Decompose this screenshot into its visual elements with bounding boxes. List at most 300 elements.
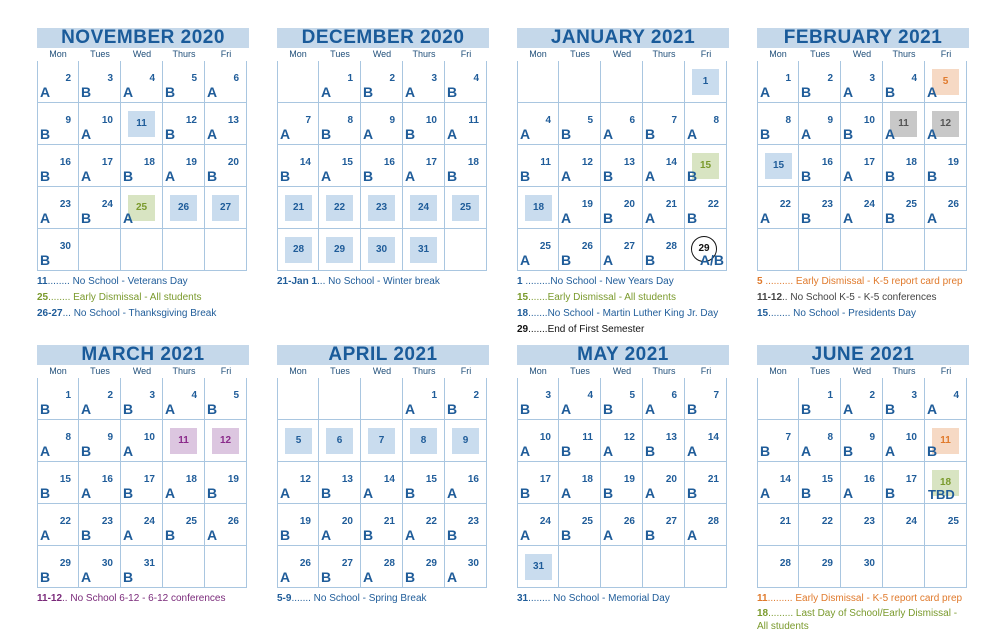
day-number: 1 xyxy=(65,390,71,401)
day-number: 30 xyxy=(863,558,875,569)
ab-day-marker: A xyxy=(40,210,51,226)
ab-day-marker: A xyxy=(561,485,572,501)
weekday-label: Tues xyxy=(810,366,830,376)
day-number: 17 xyxy=(143,474,155,485)
month-calendar xyxy=(277,28,489,290)
note-date: 11-12 xyxy=(37,593,63,604)
day-cell xyxy=(319,420,361,462)
day-cell xyxy=(163,187,205,229)
day-number: 25 xyxy=(452,195,479,221)
ab-day-marker: A xyxy=(760,84,771,100)
day-number: 11 xyxy=(540,157,551,168)
ab-day-marker: A/B xyxy=(699,252,724,268)
day-cell xyxy=(403,420,445,462)
ab-day-marker: B xyxy=(843,126,854,142)
week-row xyxy=(517,462,729,504)
day-number: 23 xyxy=(863,516,875,527)
day-cell xyxy=(121,145,163,187)
ab-day-marker: A xyxy=(603,527,614,543)
day-cell xyxy=(517,187,559,229)
day-number: 4 xyxy=(587,390,593,401)
day-number: 25 xyxy=(947,516,959,527)
weekday-label: Mon xyxy=(769,49,787,59)
day-number: 6 xyxy=(233,73,239,84)
day-cell xyxy=(205,378,247,420)
note-line xyxy=(37,306,249,322)
week-row xyxy=(757,546,969,588)
ab-day-marker: A xyxy=(603,252,614,268)
week-row xyxy=(517,103,729,145)
day-number: 9 xyxy=(107,432,113,443)
day-number: 17 xyxy=(101,157,113,168)
ab-day-marker: B xyxy=(687,485,698,501)
ab-day-marker: B xyxy=(927,168,938,184)
day-number: 13 xyxy=(341,474,353,485)
week-row xyxy=(277,546,489,588)
ab-day-marker: B xyxy=(123,485,134,501)
ab-day-marker: A xyxy=(520,252,531,268)
month-grid xyxy=(37,61,249,271)
day-cell xyxy=(277,462,319,504)
ab-day-marker: A xyxy=(81,569,92,585)
ab-day-marker: A xyxy=(687,443,698,459)
ab-day-marker: B xyxy=(520,485,531,501)
ab-day-marker: A xyxy=(165,168,176,184)
tbd-marker: TBD xyxy=(928,487,955,502)
empty-day-cell xyxy=(277,378,319,420)
day-number: 16 xyxy=(863,474,875,485)
day-cell xyxy=(841,378,883,420)
day-number: 29 xyxy=(59,558,71,569)
day-number: 29 xyxy=(821,558,833,569)
day-number: 23 xyxy=(101,516,113,527)
day-number: 6 xyxy=(671,390,677,401)
ab-day-marker: A xyxy=(760,485,771,501)
day-cell xyxy=(559,103,601,145)
day-cell xyxy=(643,420,685,462)
day-number: 25 xyxy=(539,241,551,252)
empty-day-cell xyxy=(841,229,883,271)
month-notes xyxy=(37,591,249,607)
day-cell xyxy=(799,420,841,462)
ab-day-marker: A xyxy=(843,210,854,226)
day-number: 11 xyxy=(170,428,197,454)
day-cell xyxy=(445,145,487,187)
weekday-label: Mon xyxy=(289,366,307,376)
day-cell xyxy=(799,145,841,187)
day-number: 21 xyxy=(707,474,719,485)
day-cell xyxy=(799,103,841,145)
week-row xyxy=(517,420,729,462)
day-cell xyxy=(37,229,79,271)
day-cell xyxy=(121,187,163,229)
day-number: 11 xyxy=(890,111,917,137)
day-cell xyxy=(925,187,967,229)
day-number: 5 xyxy=(233,390,239,401)
month-grid xyxy=(757,378,969,588)
day-cell xyxy=(517,546,559,588)
ab-day-marker: B xyxy=(885,84,896,100)
ab-day-marker: B xyxy=(561,252,572,268)
note-date: 5-9 xyxy=(277,593,292,604)
month-calendar xyxy=(277,345,489,607)
day-number: 17 xyxy=(863,157,875,168)
empty-day-cell xyxy=(559,61,601,103)
day-number: 12 xyxy=(623,432,635,443)
month-title: FEBRUARY 2021 xyxy=(757,28,969,48)
day-number: 19 xyxy=(947,157,959,168)
day-number: 26 xyxy=(623,516,635,527)
month-notes xyxy=(517,274,729,338)
day-number: 9 xyxy=(452,428,479,454)
day-cell xyxy=(445,378,487,420)
day-number: 23 xyxy=(59,199,71,210)
day-number: 12 xyxy=(185,115,197,126)
note-date: 29 xyxy=(517,324,529,335)
ab-day-marker: A xyxy=(645,485,656,501)
day-number: 30 xyxy=(101,558,113,569)
month-grid xyxy=(517,378,729,588)
day-cell xyxy=(403,462,445,504)
day-cell xyxy=(79,504,121,546)
day-cell xyxy=(799,546,841,588)
day-number: 11 xyxy=(468,115,479,126)
month-notes xyxy=(277,591,489,607)
day-number: 28 xyxy=(707,516,719,527)
month-title: JANUARY 2021 xyxy=(517,28,729,48)
weekday-header xyxy=(277,365,489,378)
ab-day-marker: A xyxy=(123,443,134,459)
day-number: 16 xyxy=(467,474,479,485)
day-number: 3 xyxy=(911,390,917,401)
ab-day-marker: A xyxy=(520,443,531,459)
ab-day-marker: A xyxy=(687,527,698,543)
ab-day-marker: B xyxy=(927,443,938,459)
ab-day-marker: A xyxy=(280,485,291,501)
day-cell xyxy=(925,378,967,420)
day-number: 21 xyxy=(383,516,395,527)
ab-day-marker: A xyxy=(603,443,614,459)
weekday-label: Mon xyxy=(49,366,67,376)
weekday-header xyxy=(757,48,969,61)
weekday-label: Tues xyxy=(570,366,590,376)
ab-day-marker: B xyxy=(801,485,812,501)
ab-day-marker: A xyxy=(885,443,896,459)
weekday-label: Mon xyxy=(769,366,787,376)
day-number: 31 xyxy=(410,237,437,263)
day-number: 8 xyxy=(410,428,437,454)
ab-day-marker: B xyxy=(885,210,896,226)
note-line xyxy=(37,591,249,607)
ab-day-marker: B xyxy=(40,569,51,585)
day-cell xyxy=(883,462,925,504)
day-number: 18 xyxy=(932,470,959,496)
day-cell xyxy=(37,420,79,462)
day-cell xyxy=(445,420,487,462)
week-row xyxy=(37,504,249,546)
weekday-label: Fri xyxy=(460,49,472,59)
week-row xyxy=(37,229,249,271)
day-number: 4 xyxy=(149,73,155,84)
day-number: 3 xyxy=(431,73,437,84)
ab-day-marker: B xyxy=(801,210,812,226)
day-number: 25 xyxy=(581,516,593,527)
ab-day-marker: A xyxy=(207,527,218,543)
day-cell xyxy=(559,504,601,546)
empty-day-cell xyxy=(757,229,799,271)
day-number: 15 xyxy=(692,153,719,179)
day-number: 25 xyxy=(128,195,155,221)
week-row xyxy=(757,504,969,546)
day-number: 25 xyxy=(905,199,917,210)
ab-day-marker: B xyxy=(165,527,176,543)
day-number: 16 xyxy=(821,157,833,168)
day-cell xyxy=(277,145,319,187)
day-cell xyxy=(685,187,727,229)
day-number: 16 xyxy=(101,474,113,485)
month-grid xyxy=(277,61,489,271)
day-cell xyxy=(319,504,361,546)
day-cell xyxy=(277,504,319,546)
week-row xyxy=(757,61,969,103)
day-cell xyxy=(277,420,319,462)
month-title: MAY 2021 xyxy=(517,345,729,365)
weekday-label: Wed xyxy=(612,366,632,376)
note-date: 11-12 xyxy=(757,292,783,303)
day-cell xyxy=(319,546,361,588)
day-number: 8 xyxy=(827,432,833,443)
weekday-label: Wed xyxy=(852,366,872,376)
day-cell xyxy=(643,103,685,145)
day-number: 13 xyxy=(665,432,677,443)
ab-day-marker: A xyxy=(405,401,416,417)
month-notes xyxy=(517,591,729,607)
day-number: 10 xyxy=(425,115,437,126)
day-cell xyxy=(643,378,685,420)
ab-day-marker: B xyxy=(40,401,51,417)
ab-day-marker: A xyxy=(40,443,51,459)
day-number: 15 xyxy=(821,474,833,485)
week-row xyxy=(757,187,969,229)
day-number: 1 xyxy=(785,73,791,84)
day-number: 11 xyxy=(932,428,959,454)
ab-day-marker: B xyxy=(447,168,458,184)
day-number: 8 xyxy=(65,432,71,443)
month-title: MARCH 2021 xyxy=(37,345,249,365)
weekday-label: Thurs xyxy=(892,49,916,59)
day-number: 20 xyxy=(341,516,353,527)
weekday-label: Thurs xyxy=(412,366,436,376)
empty-day-cell xyxy=(757,378,799,420)
day-cell xyxy=(361,546,403,588)
day-cell xyxy=(685,103,727,145)
day-cell xyxy=(517,462,559,504)
day-number: 23 xyxy=(467,516,479,527)
day-cell xyxy=(403,61,445,103)
ab-day-marker: B xyxy=(603,210,614,226)
note-line xyxy=(517,274,729,290)
note-date: 18 xyxy=(757,608,769,619)
day-cell xyxy=(79,378,121,420)
week-row xyxy=(37,462,249,504)
day-cell xyxy=(121,546,163,588)
empty-day-cell xyxy=(517,61,559,103)
day-cell xyxy=(205,61,247,103)
day-number: 24 xyxy=(143,516,155,527)
day-number: 2 xyxy=(107,390,113,401)
weekday-label: Wed xyxy=(372,49,392,59)
ab-day-marker: B xyxy=(81,443,92,459)
day-cell xyxy=(517,504,559,546)
day-number: 13 xyxy=(227,115,239,126)
ab-day-marker: B xyxy=(321,485,332,501)
day-number: 5 xyxy=(932,69,959,95)
day-number: 14 xyxy=(299,157,311,168)
month-notes xyxy=(757,591,969,633)
day-number: 26 xyxy=(299,558,311,569)
day-number: 18 xyxy=(467,157,479,168)
empty-day-cell xyxy=(79,229,121,271)
weekday-label: Thurs xyxy=(652,366,676,376)
ab-day-marker: A xyxy=(520,126,531,142)
week-row xyxy=(37,103,249,145)
day-number: 3 xyxy=(545,390,551,401)
day-cell xyxy=(799,378,841,420)
day-cell xyxy=(841,145,883,187)
note-text: .........No School - New Years Day xyxy=(522,276,674,287)
note-line xyxy=(517,306,729,322)
ab-day-marker: A xyxy=(645,168,656,184)
weekday-label: Fri xyxy=(220,49,232,59)
note-text: ... No School - Thanksgiving Break xyxy=(62,308,217,319)
day-cell xyxy=(361,420,403,462)
empty-day-cell xyxy=(205,229,247,271)
day-number: 14 xyxy=(665,157,677,168)
day-number: 17 xyxy=(539,474,551,485)
ab-day-marker: A xyxy=(801,443,812,459)
empty-day-cell xyxy=(277,61,319,103)
note-text: ........ No School - Veterans Day xyxy=(47,276,188,287)
day-cell xyxy=(37,378,79,420)
day-cell xyxy=(205,103,247,145)
ab-day-marker: B xyxy=(645,126,656,142)
day-cell xyxy=(205,187,247,229)
day-cell xyxy=(685,61,727,103)
ab-day-marker: A xyxy=(123,527,134,543)
note-line xyxy=(757,607,969,633)
day-number: 18 xyxy=(185,474,197,485)
ab-day-marker: B xyxy=(207,401,218,417)
ab-day-marker: B xyxy=(280,168,291,184)
empty-day-cell xyxy=(559,546,601,588)
month-calendar xyxy=(517,345,729,607)
weekday-label: Tues xyxy=(330,366,350,376)
note-date: 26-27 xyxy=(37,308,63,319)
day-cell xyxy=(361,61,403,103)
day-cell xyxy=(163,103,205,145)
day-cell xyxy=(79,145,121,187)
month-calendar xyxy=(37,345,249,607)
day-cell xyxy=(37,546,79,588)
ab-day-marker: B xyxy=(885,168,896,184)
weekday-header xyxy=(37,48,249,61)
day-cell xyxy=(319,145,361,187)
day-cell xyxy=(403,378,445,420)
empty-day-cell xyxy=(601,546,643,588)
day-cell xyxy=(403,229,445,271)
week-row xyxy=(757,420,969,462)
ab-day-marker: B xyxy=(165,126,176,142)
ab-day-marker: A xyxy=(843,84,854,100)
note-line xyxy=(37,274,249,290)
day-number: 26 xyxy=(227,516,239,527)
weekday-label: Mon xyxy=(529,366,547,376)
day-cell xyxy=(319,462,361,504)
day-cell xyxy=(79,61,121,103)
month-title: NOVEMBER 2020 xyxy=(37,28,249,48)
day-cell xyxy=(799,61,841,103)
day-number: 31 xyxy=(143,558,155,569)
note-text: ... No School - Winter break xyxy=(317,276,440,287)
day-number: 8 xyxy=(347,115,353,126)
day-number: 10 xyxy=(539,432,551,443)
day-number: 22 xyxy=(59,516,71,527)
day-number: 19 xyxy=(185,157,197,168)
ab-day-marker: A xyxy=(207,126,218,142)
ab-day-marker: A xyxy=(405,527,416,543)
ab-day-marker: A xyxy=(687,126,698,142)
day-cell xyxy=(925,61,967,103)
day-number: 30 xyxy=(59,241,71,252)
ab-day-marker: B xyxy=(843,443,854,459)
note-text: ........ Early Dismissal - All students xyxy=(48,292,202,303)
ab-day-marker: A xyxy=(885,126,896,142)
day-number: 5 xyxy=(191,73,197,84)
ab-day-marker: A xyxy=(561,168,572,184)
day-cell xyxy=(559,229,601,271)
day-cell xyxy=(277,229,319,271)
day-cell xyxy=(841,187,883,229)
weekday-label: Tues xyxy=(810,49,830,59)
day-cell xyxy=(403,103,445,145)
weekday-label: Fri xyxy=(940,366,952,376)
ab-day-marker: B xyxy=(561,126,572,142)
day-number: 27 xyxy=(665,516,677,527)
day-number: 24 xyxy=(539,516,551,527)
week-row xyxy=(37,378,249,420)
ab-day-marker: B xyxy=(207,168,218,184)
ab-day-marker: B xyxy=(405,569,416,585)
day-cell xyxy=(925,504,967,546)
week-row xyxy=(517,229,729,271)
day-cell xyxy=(925,462,967,504)
day-cell xyxy=(37,187,79,229)
weekday-label: Mon xyxy=(529,49,547,59)
day-number: 3 xyxy=(149,390,155,401)
note-line xyxy=(757,591,969,607)
week-row xyxy=(277,420,489,462)
day-cell xyxy=(445,462,487,504)
day-number: 5 xyxy=(629,390,635,401)
day-cell xyxy=(841,546,883,588)
day-cell xyxy=(685,145,727,187)
note-date: 15 xyxy=(757,308,769,319)
note-line xyxy=(757,306,969,322)
day-number: 7 xyxy=(671,115,677,126)
weekday-label: Wed xyxy=(612,49,632,59)
empty-day-cell xyxy=(643,61,685,103)
note-text: .......No School - Martin Luther King Jr. Day xyxy=(528,308,719,319)
